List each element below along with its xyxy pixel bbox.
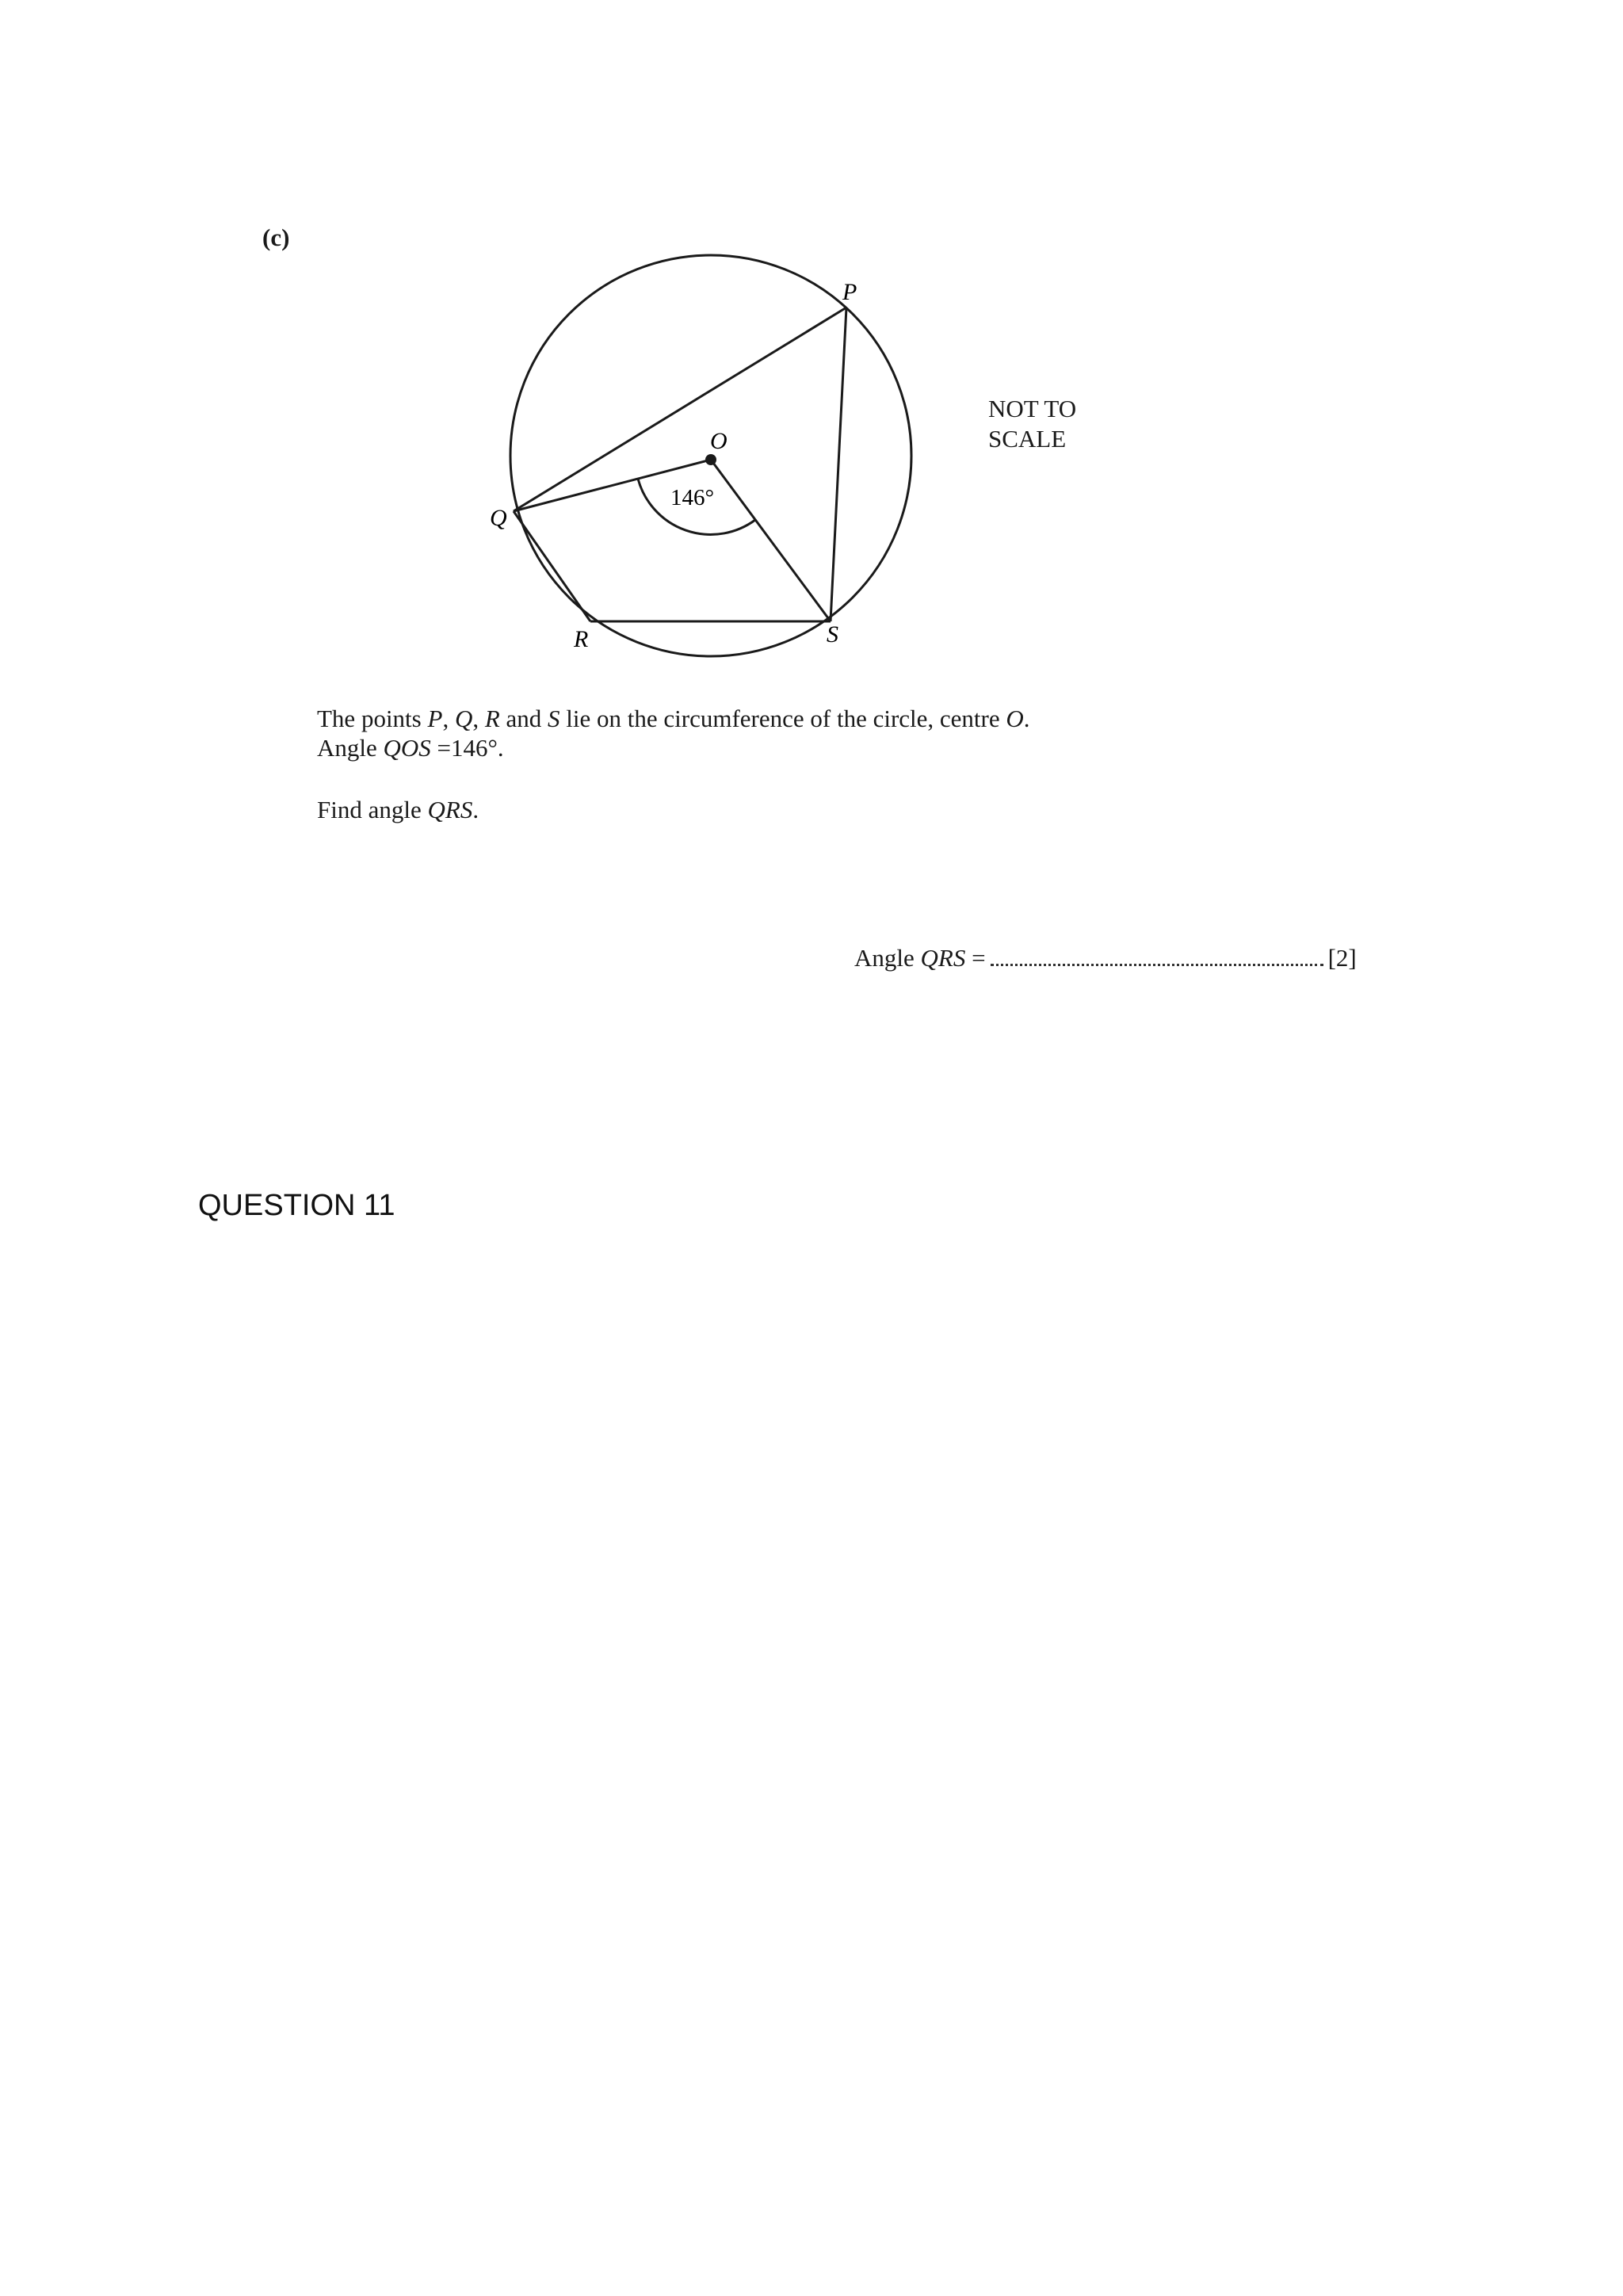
label-p: P [842,279,857,305]
not-to-scale-note [988,394,1076,454]
circle-theorem-diagram [0,0,1623,713]
answer-blank[interactable] [991,943,1323,966]
answer-angle-name: QRS [920,944,966,972]
statement-line-2: Angle QOS =146°. [317,734,504,762]
question-prompt: Find angle QRS. [317,796,479,823]
question-heading: QUESTION 11 [198,1189,395,1222]
chord-qp [514,308,846,511]
label-r: R [574,626,589,652]
note-line-2: SCALE [988,425,1067,453]
label-o: O [710,428,727,454]
label-s: S [827,621,838,648]
chord-ps [831,308,846,621]
angle-label: 146° [670,485,715,510]
part-label: (c) [262,223,290,251]
statement-line-1: The points P, Q, R and S lie on the circumference of the circle, centre O. [317,705,1030,732]
label-q: Q [490,505,507,531]
marks: [2] [1327,944,1357,972]
answer-line: Angle QRS = [2] [854,944,1357,972]
chord-qr [514,511,590,621]
centre-point [705,454,716,465]
note-line-1: NOT TO [988,395,1077,422]
radius-os [711,460,831,621]
